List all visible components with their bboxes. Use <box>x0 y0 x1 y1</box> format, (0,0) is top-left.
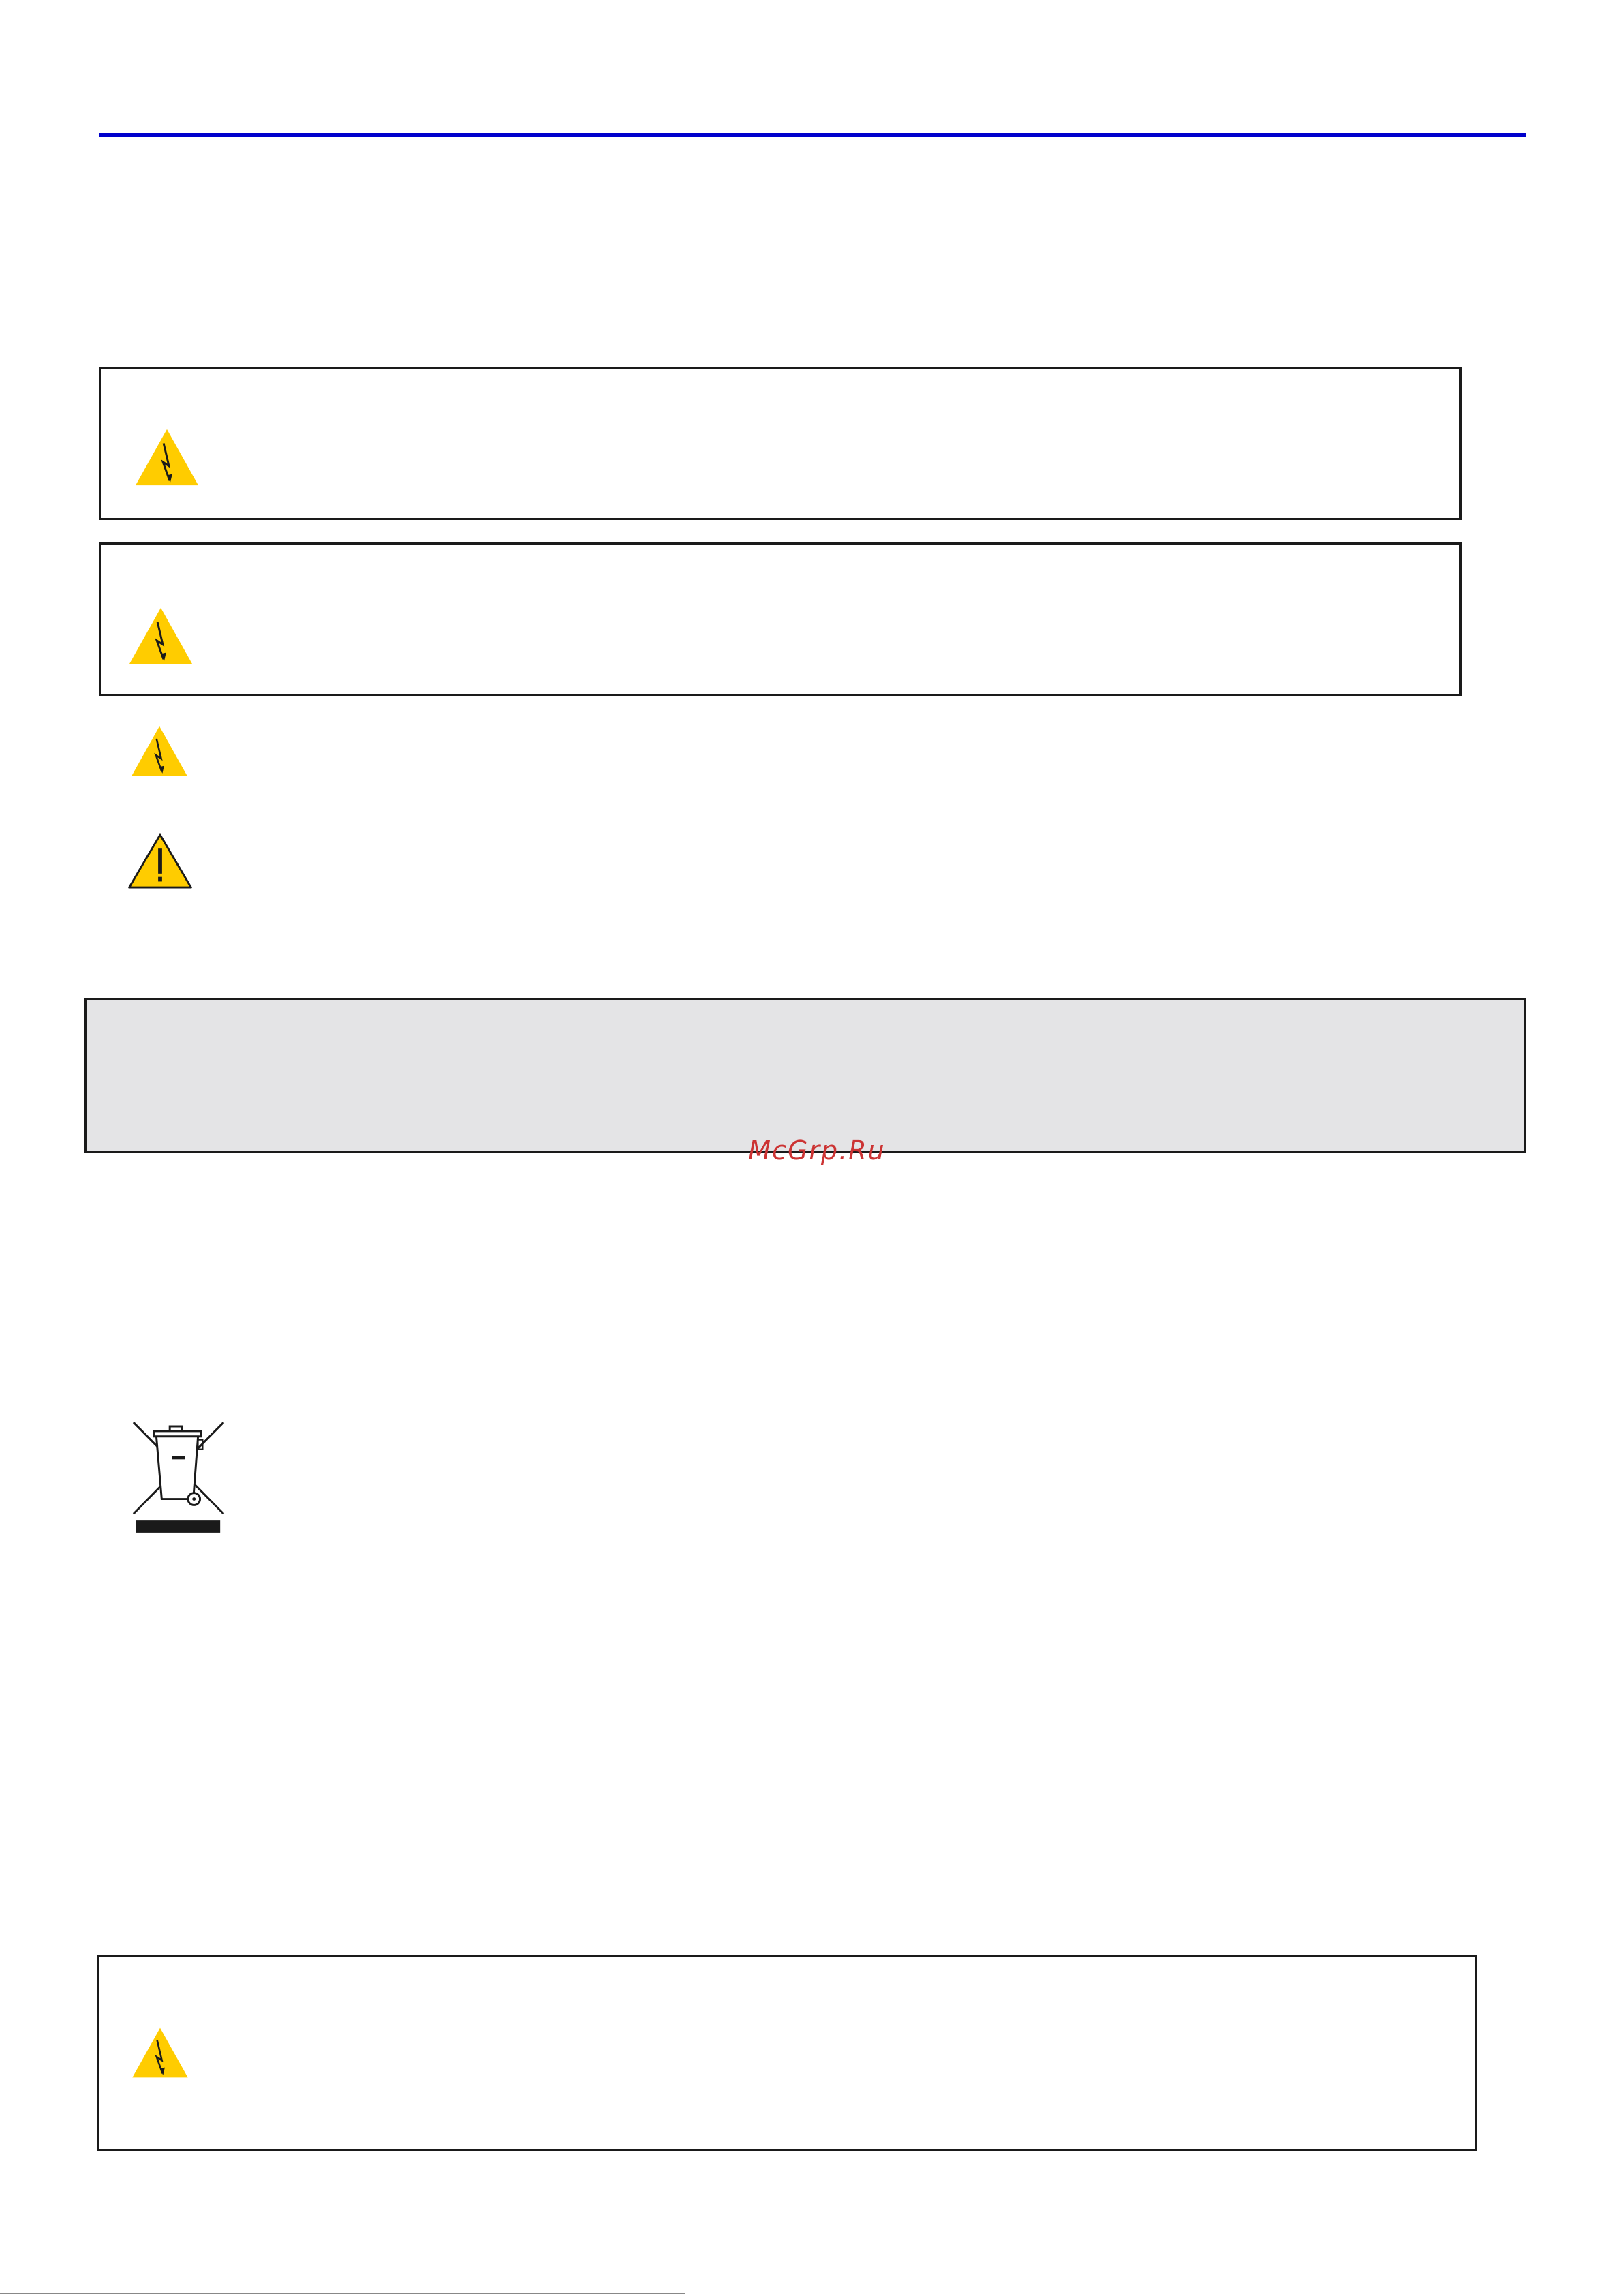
crossed-out-wheelie-bin-icon <box>128 1420 229 1534</box>
gray-notice-panel <box>84 998 1526 1153</box>
electric-shock-warning-box-1 <box>99 367 1462 520</box>
exclamation-warning-icon <box>127 833 194 889</box>
electric-shock-warning-box-2 <box>99 542 1462 696</box>
electric-shock-warning-box-3 <box>97 1955 1477 2151</box>
high-voltage-warning-icon <box>134 427 200 488</box>
high-voltage-warning-icon <box>127 605 194 667</box>
header-rule <box>99 133 1526 137</box>
watermark: McGrp.Ru <box>748 1135 886 1165</box>
footer-rule <box>0 2293 685 2294</box>
high-voltage-warning-icon <box>128 724 191 778</box>
high-voltage-warning-icon <box>129 2026 191 2079</box>
